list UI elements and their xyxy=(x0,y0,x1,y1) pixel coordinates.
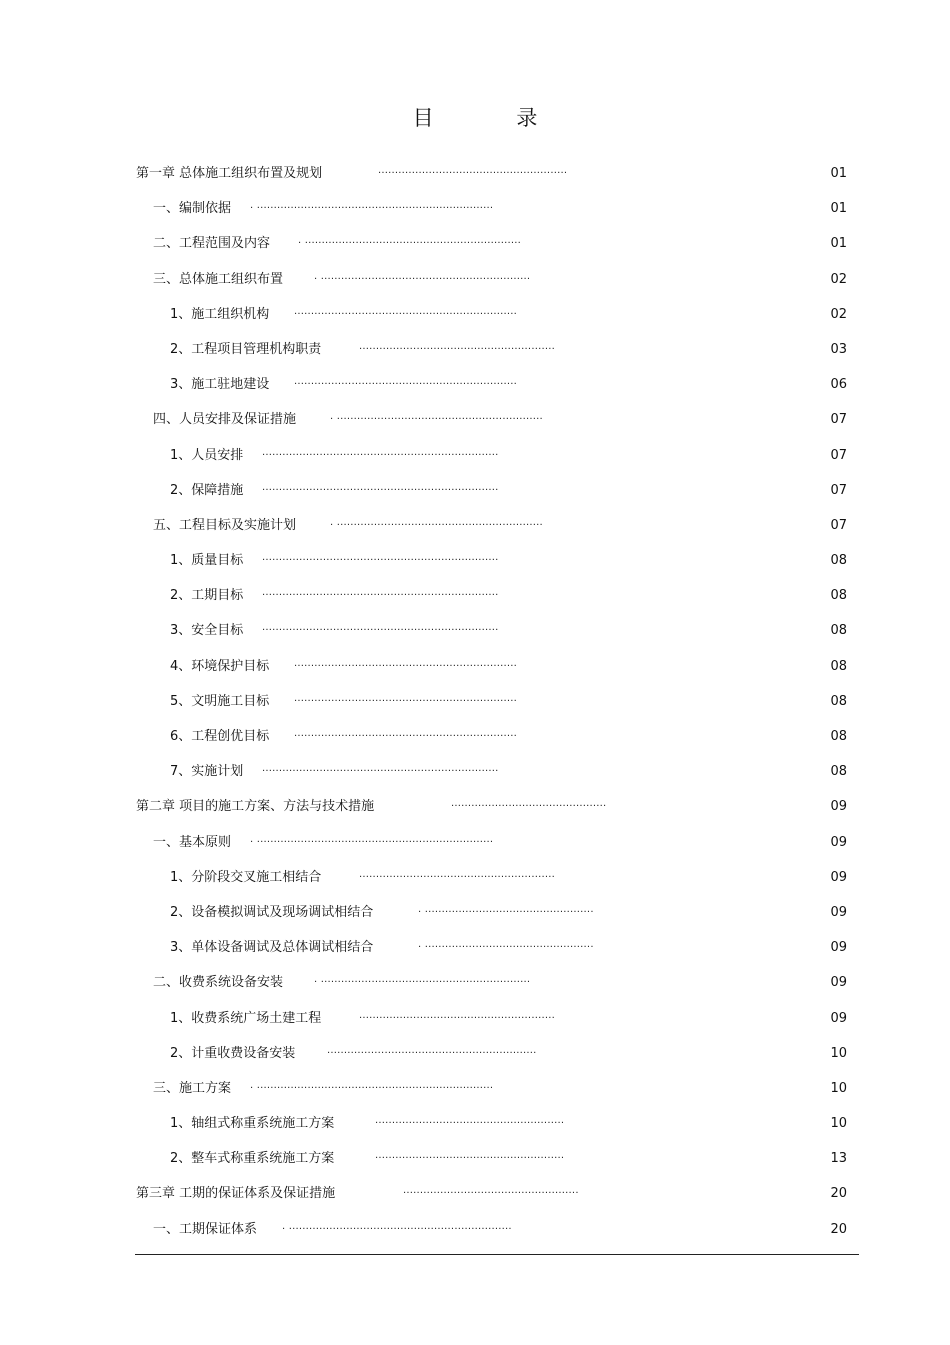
table-of-contents xyxy=(0,156,950,1247)
toc-entry-page: 01 xyxy=(830,201,847,217)
toc-entry-leader: ...................................................................... xyxy=(262,763,499,775)
toc-entry-label: 1、人员安排 xyxy=(170,447,244,463)
toc-entry[interactable] xyxy=(0,825,950,860)
toc-entry-label: 1、收费系统广场土建工程 xyxy=(170,1010,322,1026)
toc-entry-label: 2、工期目标 xyxy=(170,588,244,604)
toc-entry-page: 03 xyxy=(830,341,847,357)
toc-entry[interactable] xyxy=(0,297,950,332)
toc-entry-leader: . ...................................................................... xyxy=(250,833,494,845)
toc-entry-page: 01 xyxy=(830,236,847,252)
toc-entry-leader: ...................................................................... xyxy=(262,446,499,458)
toc-entry-leader: . .............................................................. xyxy=(314,270,531,282)
toc-entry-page: 08 xyxy=(830,764,847,780)
toc-entry[interactable] xyxy=(0,1106,950,1141)
toc-entry-label: 三、施工方案 xyxy=(153,1080,232,1096)
toc-entry-page: 08 xyxy=(830,588,847,604)
toc-entry-page: 07 xyxy=(830,412,847,428)
toc-entry-leader: .................................................................. xyxy=(294,728,517,739)
toc-entry[interactable] xyxy=(0,1001,950,1036)
toc-entry-page: 09 xyxy=(830,904,847,920)
toc-entry-leader: . ...................................................................... xyxy=(250,200,494,212)
toc-entry-page: 09 xyxy=(830,1010,847,1026)
toc-entry-page: 08 xyxy=(830,729,847,744)
toc-entry-page: 09 xyxy=(830,869,847,885)
toc-entry-label: 2、工程项目管理机构职责 xyxy=(170,341,322,357)
toc-entry-label: 一、编制依据 xyxy=(153,201,232,217)
toc-entry-page: 02 xyxy=(830,271,847,287)
toc-entry[interactable] xyxy=(0,860,950,895)
toc-entry-page: 10 xyxy=(830,1080,847,1096)
toc-entry-label: 五、工程目标及实施计划 xyxy=(153,517,297,533)
toc-entry-leader: .......................................................... xyxy=(359,868,555,880)
toc-entry[interactable] xyxy=(0,965,950,1000)
toc-entry-label: 1、轴组式称重系统施工方案 xyxy=(170,1116,335,1132)
toc-entry-page: 13 xyxy=(830,1151,847,1167)
toc-entry-leader: . ............................................................. xyxy=(330,516,543,528)
toc-entry[interactable] xyxy=(0,367,950,402)
toc-entry[interactable] xyxy=(0,1141,950,1176)
toc-entry[interactable] xyxy=(0,719,950,754)
toc-entry-label: 二、收费系统设备安装 xyxy=(153,975,284,991)
toc-entry[interactable] xyxy=(0,508,950,543)
toc-entry[interactable] xyxy=(0,191,950,226)
toc-entry[interactable] xyxy=(0,156,950,191)
toc-entry[interactable] xyxy=(0,438,950,473)
toc-entry[interactable] xyxy=(0,578,950,613)
toc-entry-label: 2、保障措施 xyxy=(170,482,244,498)
toc-entry[interactable] xyxy=(0,543,950,578)
toc-entry-page: 08 xyxy=(830,623,847,639)
toc-entry-leader: ...................................................................... xyxy=(262,587,499,599)
toc-entry-page: 09 xyxy=(830,799,847,815)
toc-entry-label: 三、总体施工组织布置 xyxy=(153,271,284,287)
toc-entry[interactable] xyxy=(0,226,950,261)
toc-entry[interactable] xyxy=(0,262,950,297)
toc-entry-page: 20 xyxy=(830,1221,847,1237)
toc-entry-leader: . ................................................................ xyxy=(298,235,521,247)
toc-entry-page: 08 xyxy=(830,553,847,569)
toc-entry-label: 1、施工组织机构 xyxy=(170,306,270,322)
toc-entry-label: 2、设备模拟调试及现场调试相结合 xyxy=(170,904,374,920)
toc-entry-leader: . ...................................................................... xyxy=(250,1079,494,1091)
toc-entry[interactable] xyxy=(0,649,950,684)
toc-entry-leader: . .............................................................. xyxy=(314,974,531,986)
toc-entry[interactable] xyxy=(0,1212,950,1247)
toc-entry-label: 5、文明施工目标 xyxy=(170,693,270,709)
toc-entry-leader: ........................................................ xyxy=(378,165,568,176)
toc-entry-leader: .................................................................. xyxy=(294,692,517,704)
toc-entry-leader: ........................................................ xyxy=(375,1115,565,1127)
toc-entry-leader: .......................................................... xyxy=(359,340,555,352)
toc-entry-leader: .................................................... xyxy=(403,1185,579,1197)
toc-entry-label: 2、计重收费设备安装 xyxy=(170,1045,296,1061)
toc-entry-page: 07 xyxy=(830,482,847,498)
toc-entry-label: 第一章 总体施工组织布置及规划 xyxy=(136,166,323,181)
toc-entry-leader: .......................................................... xyxy=(359,1009,555,1021)
toc-entry-label: 第三章 工期的保证体系及保证措施 xyxy=(136,1186,336,1202)
toc-entry-leader: .................................................................. xyxy=(294,376,517,388)
toc-entry-page: 09 xyxy=(830,940,847,956)
toc-entry-leader: . .................................................................. xyxy=(282,1220,512,1232)
toc-entry-page: 10 xyxy=(830,1116,847,1132)
toc-entry[interactable] xyxy=(0,895,950,930)
toc-entry[interactable] xyxy=(0,473,950,508)
toc-entry-page: 10 xyxy=(830,1045,847,1061)
toc-entry-leader: . .................................................. xyxy=(418,939,594,951)
toc-entry-label: 6、工程创优目标 xyxy=(170,729,270,744)
toc-entry-leader: .............................................................. xyxy=(327,1044,537,1056)
toc-entry-leader: ........................................................ xyxy=(375,1150,565,1162)
toc-entry-label: 二、工程范围及内容 xyxy=(153,236,271,252)
toc-entry-page: 07 xyxy=(830,447,847,463)
toc-entry-label: 2、整车式称重系统施工方案 xyxy=(170,1151,335,1167)
toc-entry[interactable] xyxy=(0,754,950,789)
toc-entry-leader: .................................................................. xyxy=(294,657,517,669)
toc-entry[interactable] xyxy=(0,613,950,648)
toc-entry-leader: . ............................................................. xyxy=(330,411,543,423)
toc-entry-page: 06 xyxy=(830,377,847,393)
toc-entry-label: 3、单体设备调试及总体调试相结合 xyxy=(170,940,374,956)
bottom-rule xyxy=(135,1254,859,1255)
toc-entry-label: 4、环境保护目标 xyxy=(170,658,270,674)
toc-entry-label: 3、安全目标 xyxy=(170,623,244,639)
toc-entry-label: 第二章 项目的施工方案、方法与技术措施 xyxy=(136,799,375,815)
toc-entry-label: 一、基本原则 xyxy=(153,834,232,850)
toc-entry[interactable] xyxy=(0,1176,950,1211)
toc-entry-leader: .............................................. xyxy=(451,798,607,810)
toc-entry[interactable] xyxy=(0,1071,950,1106)
toc-entry-label: 7、实施计划 xyxy=(170,764,244,780)
toc-entry-page: 02 xyxy=(830,306,847,322)
toc-title: 目 录 xyxy=(412,106,576,130)
toc-entry[interactable] xyxy=(0,789,950,824)
toc-entry-label: 1、质量目标 xyxy=(170,553,244,569)
toc-entry-label: 1、分阶段交叉施工相结合 xyxy=(170,869,322,885)
toc-entry-label: 一、工期保证体系 xyxy=(153,1221,258,1237)
toc-entry[interactable] xyxy=(0,332,950,367)
toc-entry-leader: ...................................................................... xyxy=(262,622,499,634)
toc-entry[interactable] xyxy=(0,1036,950,1071)
toc-entry-page: 20 xyxy=(830,1186,847,1202)
toc-entry-label: 四、人员安排及保证措施 xyxy=(153,412,297,428)
toc-entry-page: 01 xyxy=(830,166,847,181)
toc-entry[interactable] xyxy=(0,684,950,719)
toc-entry-leader: ...................................................................... xyxy=(262,481,499,493)
toc-entry-leader: ...................................................................... xyxy=(262,552,499,564)
toc-entry-leader: .................................................................. xyxy=(294,305,517,317)
toc-entry-page: 08 xyxy=(830,693,847,709)
toc-entry-label: 3、施工驻地建设 xyxy=(170,377,270,393)
toc-entry-page: 09 xyxy=(830,975,847,991)
toc-entry-leader: . .................................................. xyxy=(418,903,594,915)
toc-entry-page: 08 xyxy=(830,658,847,674)
toc-entry[interactable] xyxy=(0,930,950,965)
toc-entry-page: 07 xyxy=(830,517,847,533)
toc-entry-page: 09 xyxy=(830,834,847,850)
toc-entry[interactable] xyxy=(0,402,950,437)
